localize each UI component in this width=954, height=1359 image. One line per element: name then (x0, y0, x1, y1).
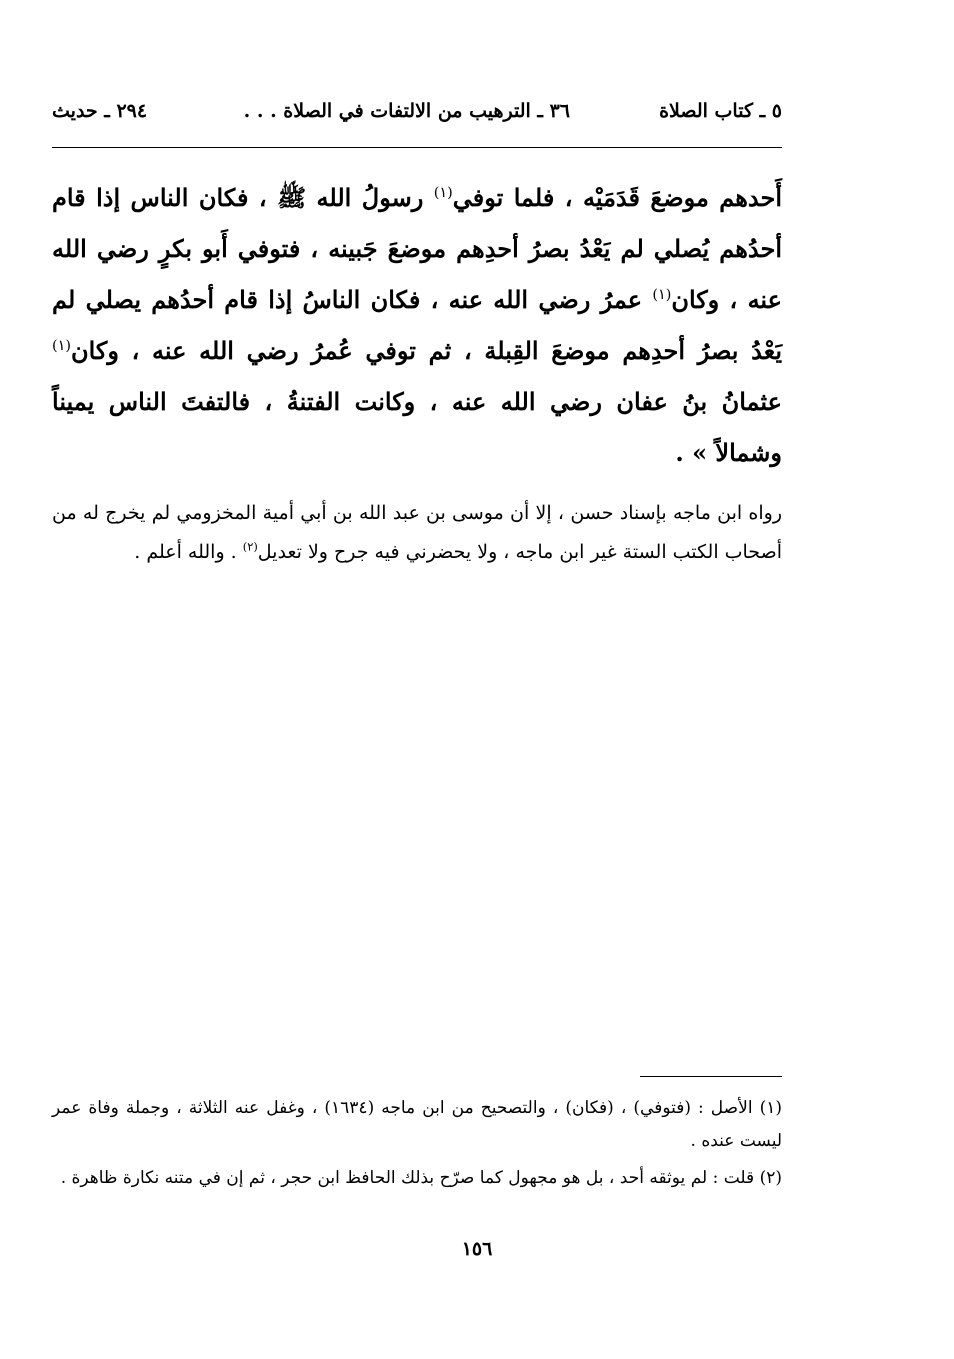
footnote-ref: (١) (433, 185, 453, 201)
hadith-segment: أَحدهم موضعَ قَدَمَيْه ، فلما توفي (452, 183, 783, 212)
footnote-ref: (١) (52, 338, 71, 354)
commentary-segment: رواه ابن ماجه بإسناد حسن ، إلا أن موسى بن عبد الله بن أبي أمية المخزومي لم يخرج له من أصحاب الكتب الستة غير ابن ماجه ، ولا يحضرني فيه جرح ولا تعديل (52, 502, 782, 563)
header-hadith-number: ٢٩٤ ـ حديث (52, 100, 148, 122)
footnote-divider (640, 1076, 782, 1077)
hadith-segment: عثمانُ بنُ عفان رضي الله عنه ، وكانت الفتنةُ ، فالتفتَ الناس يميناً وشمالاً » . (52, 387, 782, 467)
running-header (52, 100, 782, 130)
hadith-text (52, 172, 782, 478)
commentary-text (52, 494, 782, 572)
footnote-ref: (١) (652, 287, 672, 303)
main-text (52, 172, 782, 572)
footnote-ref: (٢) (242, 539, 258, 554)
commentary-segment: . والله أعلم . (134, 541, 243, 563)
page-number: ١٥٦ (461, 1238, 493, 1260)
hadith-segment: عمرُ رضي الله عنه ، فكان الناسُ إذا قام أحدُهم يصلي لم يَعْدُ بصرُ أحدِهم موضعَ القِبلة ، ثم توفي عُمرُ رضي الله عنه ، وكان (52, 285, 782, 365)
footnotes (52, 1092, 782, 1199)
footnote-2: (٢) قلت : لم يوثقه أحد ، بل هو مجهول كما صرّح بذلك الحافظ ابن حجر ، ثم إن في متنه نكارة ظاهرة . (60, 1168, 782, 1188)
header-book-title: ٥ ـ كتاب الصلاة (659, 100, 782, 122)
header-divider (52, 147, 782, 148)
hadith-segment: رسولُ الله ﷺ ، فكان الناس إذا قام أحدُهم يُصلي لم يَعْدُ بصرُ أحدِهم موضعَ جَبينه ، فتوفي أَبو بكرٍ رضي الله عنه ، وكان (52, 183, 782, 314)
footnote-1: (١) الأصل : (فتوفي) ، (فكان) ، والتصحيح من ابن ماجه (١٦٣٤) ، وغفل عنه الثلاثة ، وجملة وفاة عمر ليست عنده . (52, 1098, 782, 1151)
header-chapter-title: ٣٦ ـ الترهيب من الالتفات في الصلاة . . . (243, 100, 570, 122)
